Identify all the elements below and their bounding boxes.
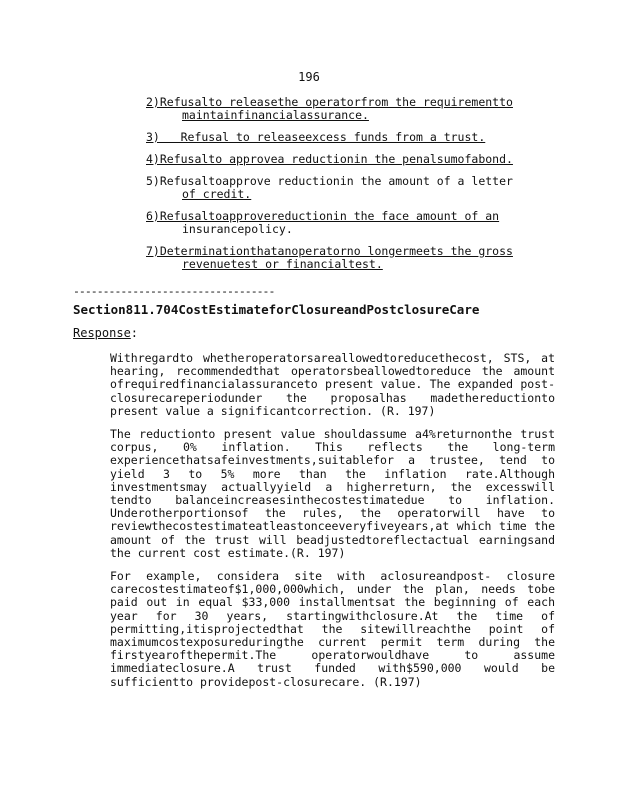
response-body	[110, 352, 555, 699]
paragraph: The reductionto present value shouldassume a4%returnonthe trust corpus, 0% inflation. This reflects the long-term experiencethatsafeinvestments,suitablefor a trustee, tend to yield 3 to 5% more than the inflation rate.Although investmentsmay actuallyyield a higherreturn, the excesswill tendto balanceincreasesinthecostestimatedue to inflation. Underotherportionsof the rules, the operatorwill have to reviewthecostestimateatleastonceeveryfiveyears,at which time the amount of the trust will beadjustedtoreflectactual earningsand the current cost estimate.(R. 197)	[110, 427, 555, 560]
divider: ----------------------------------	[73, 284, 275, 298]
list-item-line: 6)Refusaltoapprovereductionin the face amount of an	[146, 209, 500, 223]
list-item	[146, 245, 566, 271]
list-item	[146, 175, 566, 201]
list-item-continuation: revenuetest or financialtest.	[182, 257, 383, 271]
response-label-text: Response	[73, 326, 131, 340]
list-item-line: 5)Refusaltoapprove reductionin the amount of a letter	[146, 174, 513, 188]
response-label	[73, 326, 138, 340]
paragraph: For example, considera site with aclosureandpost- closure carecostestimateof$1,000,000which, under the plan, needs tobe paid out in equal $33,000 installmentsat the beginning of each year for 30 years, startingwithclosure.At the time of permitting,itisprojectedthat the sitewillreachthe point of maximumcostexposureduringthe current permit term during the firstyearofthepermit.The operatorwouldhave to assume immediateclosure.A trust funded with$590,000 would be sufficientto providepost-closurecare. (R.197)	[110, 569, 555, 689]
response-label-colon: :	[130, 326, 139, 340]
list-item-continuation: maintainfinancialassurance.	[182, 108, 369, 122]
list-item-line: 2)Refusalto releasethe operatorfrom the requirementto	[146, 95, 513, 109]
refusal-list	[146, 96, 566, 280]
paragraph: Withregardto whetheroperatorsareallowedtoreducethecost, STS, at hearing, recommendedthat operatorsbeallowedtoreduce the amount ofrequiredfinancialassuranceto present value. The expanded post-closurecareperiodunder the proposalhas madethereductionto present value a significantcorrection. (R. 197)	[110, 351, 555, 418]
section-heading: Section811.704CostEstimateforClosureandPostclosureCare	[73, 302, 480, 317]
list-item-line: 7)Determinationthatanoperatorno longermeets the gross	[146, 244, 513, 258]
list-item	[146, 153, 566, 166]
list-item	[146, 131, 566, 144]
list-item-continuation: of credit.	[182, 187, 252, 201]
list-item	[146, 210, 566, 236]
list-item-line: 3) Refusal to releaseexcess funds from a trust.	[146, 130, 486, 144]
list-item	[146, 96, 566, 122]
page-number: 196	[298, 70, 320, 84]
list-item-continuation: insurancepolicy.	[182, 222, 293, 236]
list-item-line: 4)Refusalto approvea reductionin the penalsumofabond.	[146, 152, 513, 166]
